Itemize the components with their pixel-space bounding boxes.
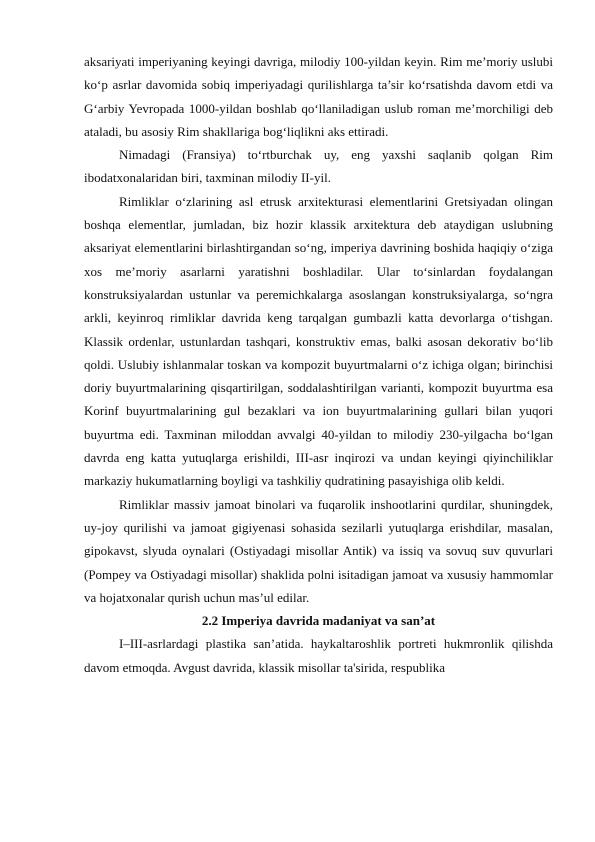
section-heading: 2.2 Imperiya davrida madaniyat va san’at xyxy=(201,613,436,629)
document-page xyxy=(84,50,553,679)
paragraph-classical-architecture: Rimliklar o‘zlarining asl etrusk arxitekturasi elementlarini Gretsiyadan olingan boshqa elementlar, jumladan, biz hozir klassik arxitektura deb ataydigan uslubning aksariyat elementlarini birlashtirgandan so‘ng, imperiya davrining boshida haqiqiy o‘ziga xos me’moriy asarlarni yaratishni boshladilar. Ular to‘sinlardan foydalangan konstruksiyalardan ustunlar va peremichkalarga asoslangan konstruksiyalarga, so‘ngra arkli, keyinroq rimliklar davrida keng tarqalgan gumbazli katta devorlarga o‘tishgan. Klassik ordenlar, ustunlardan tashqari, konstruktiv emas, balki asosan dekorativ bo‘lib qoldi. Uslubiy ishlanmalar toskan va kompozit buyurtmalarni o‘z ichiga olgan; birinchisi doriy buyurtmalarining qisqartirilgan, soddalashtirilgan varianti, kompozit buyurtma esa Korinf buyurtmalarining gul bezaklari va ion buyurtmalarining gullari bilan yuqori buyurtma edi. Taxminan miloddan avvalgi 40-yildan to milodiy 230-yilgacha bo‘lgan davrda eng katta yutuqlarga erishildi, III-asr inqirozi va undan keyingi qiyinchiliklar markaziy hukumatlarning boyligi va tashkiliy qudratining pasayishiga olib keldi. xyxy=(84,193,553,489)
paragraph-public-buildings: Rimliklar massiv jamoat binolari va fuqarolik inshootlarini qurdilar, shuningdek, uy-joy qurilishi va jamoat gigiyenasi sohasida sezilarli yutuqlarga erishdilar, masalan, gipokavst, slyuda oynalari (Ostiyadagi misollar Antik) va issiq va sovuq suv quvurlari (Pompey va Ostiyadagi misollar) shaklida polni isitadigan jamoat va xususiy hammomlar va hojatxonalar qurish uchun mas’ul edilar. xyxy=(84,496,553,605)
paragraph-roman-style: aksariyati imperiyaning keyingi davriga, milodiy 100-yildan keyin. Rim me’moriy uslubi ko‘p asrlar davomida sobiq imperiyadagi qurilishlarga ta’sir ko‘rsatishda davom etdi va G‘arbiy Yevropada 1000-yildan boshlab qo‘llaniladigan uslub roman me’morchiligi deb ataladi, bu asosiy Rim shakllariga bog‘liqlikni aks ettiradi. xyxy=(84,54,553,139)
paragraph-sculpture: I–III-asrlardagi plastika san’atida. haykaltaroshlik portreti hukmronlik qilishda davom etmoqda. Avgust davrida, klassik misollar ta'sirida, respublika xyxy=(84,636,553,675)
paragraph-nimes-temple: Nimadagi (Fransiya) to‘rtburchak uy, eng yaxshi saqlanib qolgan Rim ibodatxonalaridan biri, taxminan milodiy II-yil. xyxy=(84,147,553,186)
